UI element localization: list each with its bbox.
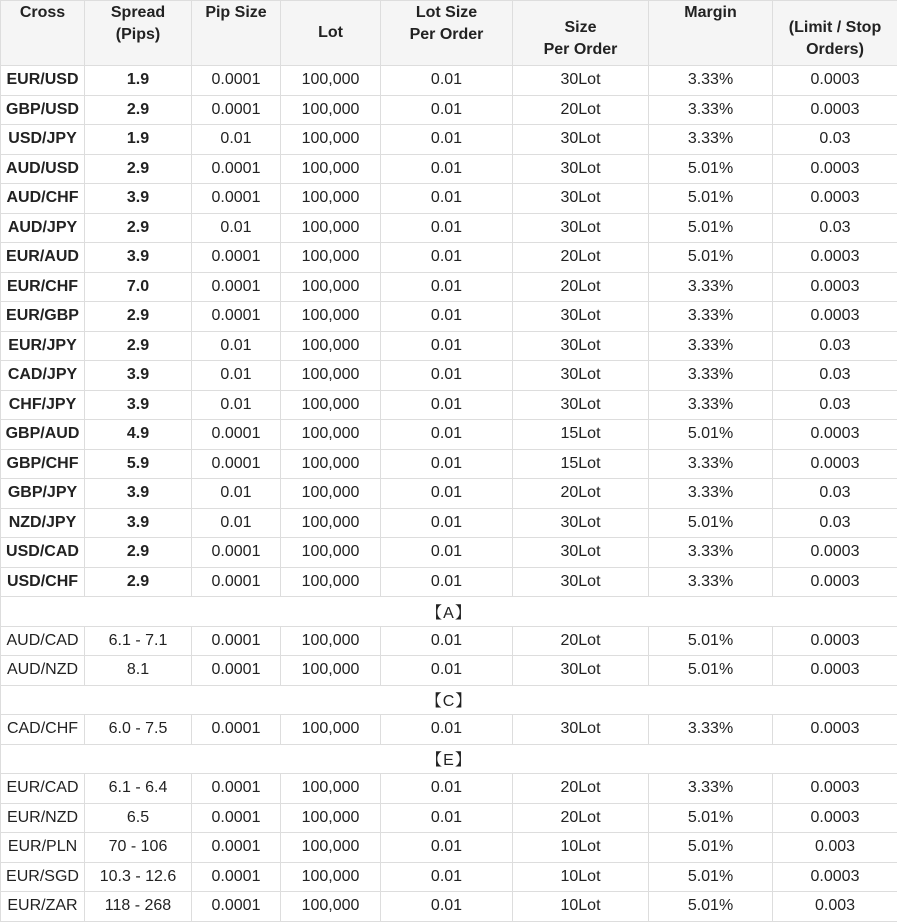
table-row bbox=[1, 184, 897, 214]
spread-cell: 1.9 bbox=[85, 125, 192, 155]
limit-stop-cell: 0.0003 bbox=[773, 66, 897, 96]
limit-stop-cell: 0.0003 bbox=[773, 656, 897, 686]
cross-cell: AUD/CHF bbox=[1, 184, 85, 214]
lot-cell: 100,000 bbox=[281, 567, 381, 597]
size-per-order-cell: 30Lot bbox=[513, 508, 649, 538]
table-row bbox=[1, 892, 897, 922]
cross-cell: EUR/NZD bbox=[1, 803, 85, 833]
table-row bbox=[1, 331, 897, 361]
table-row bbox=[1, 862, 897, 892]
limit-stop-cell: 0.0003 bbox=[773, 95, 897, 125]
spread-cell: 2.9 bbox=[85, 538, 192, 568]
header-lot-size-per-order: Lot Size Per Order bbox=[381, 1, 513, 66]
spread-cell: 3.9 bbox=[85, 479, 192, 509]
lot-size-cell: 0.01 bbox=[381, 567, 513, 597]
cross-cell: EUR/SGD bbox=[1, 862, 85, 892]
margin-cell: 3.33% bbox=[649, 715, 773, 745]
table-row bbox=[1, 420, 897, 450]
limit-stop-cell: 0.0003 bbox=[773, 862, 897, 892]
size-per-order-cell: 20Lot bbox=[513, 272, 649, 302]
cross-cell: EUR/PLN bbox=[1, 833, 85, 863]
limit-stop-cell: 0.0003 bbox=[773, 272, 897, 302]
limit-stop-cell: 0.03 bbox=[773, 331, 897, 361]
lot-size-cell: 0.01 bbox=[381, 862, 513, 892]
lot-cell: 100,000 bbox=[281, 272, 381, 302]
cross-cell: EUR/CHF bbox=[1, 272, 85, 302]
lot-cell: 100,000 bbox=[281, 774, 381, 804]
margin-cell: 3.33% bbox=[649, 361, 773, 391]
section-row bbox=[1, 685, 897, 715]
cross-cell: AUD/NZD bbox=[1, 656, 85, 686]
lot-size-cell: 0.01 bbox=[381, 656, 513, 686]
size-per-order-cell: 30Lot bbox=[513, 213, 649, 243]
size-per-order-cell: 30Lot bbox=[513, 184, 649, 214]
section-label: 【C】 bbox=[1, 685, 897, 715]
lot-cell: 100,000 bbox=[281, 95, 381, 125]
limit-stop-cell: 0.0003 bbox=[773, 626, 897, 656]
table-row bbox=[1, 213, 897, 243]
size-per-order-cell: 10Lot bbox=[513, 862, 649, 892]
pip-size-cell: 0.0001 bbox=[192, 243, 281, 273]
margin-cell: 3.33% bbox=[649, 449, 773, 479]
pip-size-cell: 0.01 bbox=[192, 479, 281, 509]
pip-size-cell: 0.0001 bbox=[192, 538, 281, 568]
table-row bbox=[1, 833, 897, 863]
lot-cell: 100,000 bbox=[281, 656, 381, 686]
pip-size-cell: 0.01 bbox=[192, 508, 281, 538]
size-per-order-cell: 30Lot bbox=[513, 125, 649, 155]
table-row bbox=[1, 774, 897, 804]
pip-size-cell: 0.01 bbox=[192, 361, 281, 391]
cross-cell: CAD/CHF bbox=[1, 715, 85, 745]
cross-cell: EUR/JPY bbox=[1, 331, 85, 361]
pip-size-cell: 0.0001 bbox=[192, 420, 281, 450]
lot-cell: 100,000 bbox=[281, 449, 381, 479]
margin-cell: 5.01% bbox=[649, 656, 773, 686]
table-row bbox=[1, 66, 897, 96]
lot-cell: 100,000 bbox=[281, 184, 381, 214]
margin-cell: 5.01% bbox=[649, 243, 773, 273]
pip-size-cell: 0.0001 bbox=[192, 449, 281, 479]
table-row bbox=[1, 154, 897, 184]
lot-size-cell: 0.01 bbox=[381, 154, 513, 184]
lot-cell: 100,000 bbox=[281, 390, 381, 420]
cross-cell: EUR/USD bbox=[1, 66, 85, 96]
margin-cell: 3.33% bbox=[649, 774, 773, 804]
lot-size-cell: 0.01 bbox=[381, 479, 513, 509]
lot-cell: 100,000 bbox=[281, 862, 381, 892]
pip-size-cell: 0.0001 bbox=[192, 272, 281, 302]
lot-cell: 100,000 bbox=[281, 715, 381, 745]
size-per-order-cell: 30Lot bbox=[513, 656, 649, 686]
limit-stop-cell: 0.0003 bbox=[773, 715, 897, 745]
limit-stop-cell: 0.0003 bbox=[773, 567, 897, 597]
pip-size-cell: 0.0001 bbox=[192, 803, 281, 833]
spread-cell: 70 - 106 bbox=[85, 833, 192, 863]
limit-stop-cell: 0.03 bbox=[773, 361, 897, 391]
spread-cell: 4.9 bbox=[85, 420, 192, 450]
cross-cell: EUR/GBP bbox=[1, 302, 85, 332]
table-row bbox=[1, 803, 897, 833]
size-per-order-cell: 30Lot bbox=[513, 154, 649, 184]
cross-cell: AUD/JPY bbox=[1, 213, 85, 243]
margin-cell: 3.33% bbox=[649, 302, 773, 332]
spread-cell: 6.5 bbox=[85, 803, 192, 833]
header-limit-stop: (Limit / Stop Orders) bbox=[773, 1, 897, 66]
cross-cell: GBP/CHF bbox=[1, 449, 85, 479]
spread-cell: 6.0 - 7.5 bbox=[85, 715, 192, 745]
cross-cell: USD/JPY bbox=[1, 125, 85, 155]
spread-cell: 3.9 bbox=[85, 243, 192, 273]
header-margin: Margin bbox=[649, 1, 773, 66]
header-row bbox=[1, 1, 897, 66]
table-row bbox=[1, 302, 897, 332]
table-row bbox=[1, 626, 897, 656]
margin-cell: 3.33% bbox=[649, 538, 773, 568]
limit-stop-cell: 0.0003 bbox=[773, 184, 897, 214]
table-header bbox=[1, 1, 897, 66]
lot-cell: 100,000 bbox=[281, 420, 381, 450]
pip-size-cell: 0.0001 bbox=[192, 833, 281, 863]
header-spread: Spread (Pips) bbox=[85, 1, 192, 66]
pip-size-cell: 0.0001 bbox=[192, 567, 281, 597]
limit-stop-cell: 0.003 bbox=[773, 833, 897, 863]
pip-size-cell: 0.0001 bbox=[192, 66, 281, 96]
header-lot: Lot bbox=[281, 1, 381, 66]
pip-size-cell: 0.0001 bbox=[192, 715, 281, 745]
table-row bbox=[1, 508, 897, 538]
lot-cell: 100,000 bbox=[281, 626, 381, 656]
spread-cell: 3.9 bbox=[85, 361, 192, 391]
lot-cell: 100,000 bbox=[281, 479, 381, 509]
header-size-per-order: Size Per Order bbox=[513, 1, 649, 66]
margin-cell: 5.01% bbox=[649, 862, 773, 892]
margin-cell: 5.01% bbox=[649, 803, 773, 833]
lot-size-cell: 0.01 bbox=[381, 892, 513, 922]
spread-cell: 2.9 bbox=[85, 567, 192, 597]
lot-size-cell: 0.01 bbox=[381, 361, 513, 391]
cross-cell: AUD/CAD bbox=[1, 626, 85, 656]
limit-stop-cell: 0.0003 bbox=[773, 302, 897, 332]
lot-size-cell: 0.01 bbox=[381, 508, 513, 538]
cross-cell: GBP/USD bbox=[1, 95, 85, 125]
margin-cell: 5.01% bbox=[649, 508, 773, 538]
lot-size-cell: 0.01 bbox=[381, 449, 513, 479]
size-per-order-cell: 20Lot bbox=[513, 626, 649, 656]
pip-size-cell: 0.0001 bbox=[192, 184, 281, 214]
lot-size-cell: 0.01 bbox=[381, 803, 513, 833]
margin-cell: 5.01% bbox=[649, 892, 773, 922]
section-label: 【E】 bbox=[1, 744, 897, 774]
spread-cell: 6.1 - 7.1 bbox=[85, 626, 192, 656]
lot-size-cell: 0.01 bbox=[381, 66, 513, 96]
limit-stop-cell: 0.0003 bbox=[773, 449, 897, 479]
spread-cell: 1.9 bbox=[85, 66, 192, 96]
size-per-order-cell: 10Lot bbox=[513, 892, 649, 922]
margin-cell: 3.33% bbox=[649, 95, 773, 125]
cross-cell: USD/CAD bbox=[1, 538, 85, 568]
lot-size-cell: 0.01 bbox=[381, 272, 513, 302]
lot-cell: 100,000 bbox=[281, 892, 381, 922]
lot-size-cell: 0.01 bbox=[381, 774, 513, 804]
limit-stop-cell: 0.0003 bbox=[773, 154, 897, 184]
lot-size-cell: 0.01 bbox=[381, 243, 513, 273]
pip-size-cell: 0.01 bbox=[192, 125, 281, 155]
margin-cell: 5.01% bbox=[649, 184, 773, 214]
size-per-order-cell: 10Lot bbox=[513, 833, 649, 863]
size-per-order-cell: 20Lot bbox=[513, 803, 649, 833]
table-row bbox=[1, 538, 897, 568]
limit-stop-cell: 0.003 bbox=[773, 892, 897, 922]
cross-cell: EUR/AUD bbox=[1, 243, 85, 273]
lot-size-cell: 0.01 bbox=[381, 538, 513, 568]
spread-cell: 3.9 bbox=[85, 508, 192, 538]
lot-cell: 100,000 bbox=[281, 213, 381, 243]
lot-size-cell: 0.01 bbox=[381, 184, 513, 214]
margin-cell: 3.33% bbox=[649, 567, 773, 597]
lot-size-cell: 0.01 bbox=[381, 626, 513, 656]
limit-stop-cell: 0.03 bbox=[773, 508, 897, 538]
pip-size-cell: 0.0001 bbox=[192, 862, 281, 892]
section-row bbox=[1, 744, 897, 774]
lot-size-cell: 0.01 bbox=[381, 213, 513, 243]
spread-cell: 5.9 bbox=[85, 449, 192, 479]
limit-stop-cell: 0.0003 bbox=[773, 803, 897, 833]
limit-stop-cell: 0.03 bbox=[773, 125, 897, 155]
section-row bbox=[1, 597, 897, 627]
lot-cell: 100,000 bbox=[281, 508, 381, 538]
table-row bbox=[1, 390, 897, 420]
cross-cell: GBP/JPY bbox=[1, 479, 85, 509]
size-per-order-cell: 30Lot bbox=[513, 538, 649, 568]
spread-cell: 2.9 bbox=[85, 154, 192, 184]
limit-stop-cell: 0.03 bbox=[773, 213, 897, 243]
spread-cell: 7.0 bbox=[85, 272, 192, 302]
spread-cell: 3.9 bbox=[85, 390, 192, 420]
table-row bbox=[1, 715, 897, 745]
lot-size-cell: 0.01 bbox=[381, 331, 513, 361]
spread-cell: 2.9 bbox=[85, 302, 192, 332]
table-row bbox=[1, 272, 897, 302]
header-pip-size: Pip Size bbox=[192, 1, 281, 66]
limit-stop-cell: 0.0003 bbox=[773, 243, 897, 273]
size-per-order-cell: 30Lot bbox=[513, 66, 649, 96]
spread-cell: 10.3 - 12.6 bbox=[85, 862, 192, 892]
pip-size-cell: 0.0001 bbox=[192, 892, 281, 922]
table-row bbox=[1, 95, 897, 125]
size-per-order-cell: 30Lot bbox=[513, 361, 649, 391]
cross-cell: AUD/USD bbox=[1, 154, 85, 184]
cross-cell: EUR/ZAR bbox=[1, 892, 85, 922]
pip-size-cell: 0.0001 bbox=[192, 154, 281, 184]
table-body bbox=[1, 66, 897, 922]
margin-cell: 5.01% bbox=[649, 213, 773, 243]
size-per-order-cell: 30Lot bbox=[513, 715, 649, 745]
lot-size-cell: 0.01 bbox=[381, 420, 513, 450]
lot-size-cell: 0.01 bbox=[381, 125, 513, 155]
margin-cell: 3.33% bbox=[649, 272, 773, 302]
lot-size-cell: 0.01 bbox=[381, 95, 513, 125]
limit-stop-cell: 0.0003 bbox=[773, 774, 897, 804]
section-label: 【A】 bbox=[1, 597, 897, 627]
size-per-order-cell: 30Lot bbox=[513, 302, 649, 332]
table-row bbox=[1, 125, 897, 155]
margin-cell: 5.01% bbox=[649, 420, 773, 450]
cross-cell: USD/CHF bbox=[1, 567, 85, 597]
size-per-order-cell: 20Lot bbox=[513, 95, 649, 125]
margin-cell: 5.01% bbox=[649, 833, 773, 863]
size-per-order-cell: 30Lot bbox=[513, 567, 649, 597]
size-per-order-cell: 20Lot bbox=[513, 243, 649, 273]
spread-cell: 2.9 bbox=[85, 331, 192, 361]
limit-stop-cell: 0.03 bbox=[773, 479, 897, 509]
lot-cell: 100,000 bbox=[281, 66, 381, 96]
lot-cell: 100,000 bbox=[281, 803, 381, 833]
table-row bbox=[1, 567, 897, 597]
lot-cell: 100,000 bbox=[281, 125, 381, 155]
lot-cell: 100,000 bbox=[281, 833, 381, 863]
margin-cell: 3.33% bbox=[649, 479, 773, 509]
cross-cell: GBP/AUD bbox=[1, 420, 85, 450]
limit-stop-cell: 0.0003 bbox=[773, 420, 897, 450]
cross-cell: CAD/JPY bbox=[1, 361, 85, 391]
table-row bbox=[1, 656, 897, 686]
size-per-order-cell: 20Lot bbox=[513, 479, 649, 509]
table-row bbox=[1, 361, 897, 391]
margin-cell: 5.01% bbox=[649, 154, 773, 184]
cross-cell: NZD/JPY bbox=[1, 508, 85, 538]
header-cross: Cross bbox=[1, 1, 85, 66]
spread-cell: 6.1 - 6.4 bbox=[85, 774, 192, 804]
limit-stop-cell: 0.03 bbox=[773, 390, 897, 420]
table-row bbox=[1, 243, 897, 273]
pip-size-cell: 0.01 bbox=[192, 213, 281, 243]
margin-cell: 3.33% bbox=[649, 125, 773, 155]
spread-cell: 8.1 bbox=[85, 656, 192, 686]
lot-cell: 100,000 bbox=[281, 154, 381, 184]
lot-size-cell: 0.01 bbox=[381, 390, 513, 420]
size-per-order-cell: 15Lot bbox=[513, 449, 649, 479]
size-per-order-cell: 15Lot bbox=[513, 420, 649, 450]
lot-cell: 100,000 bbox=[281, 243, 381, 273]
margin-cell: 3.33% bbox=[649, 66, 773, 96]
lot-size-cell: 0.01 bbox=[381, 302, 513, 332]
size-per-order-cell: 20Lot bbox=[513, 774, 649, 804]
lot-size-cell: 0.01 bbox=[381, 715, 513, 745]
size-per-order-cell: 30Lot bbox=[513, 331, 649, 361]
spread-cell: 3.9 bbox=[85, 184, 192, 214]
margin-cell: 5.01% bbox=[649, 626, 773, 656]
margin-cell: 3.33% bbox=[649, 331, 773, 361]
pip-size-cell: 0.0001 bbox=[192, 95, 281, 125]
pip-size-cell: 0.0001 bbox=[192, 626, 281, 656]
lot-cell: 100,000 bbox=[281, 331, 381, 361]
margin-cell: 3.33% bbox=[649, 390, 773, 420]
lot-cell: 100,000 bbox=[281, 361, 381, 391]
pip-size-cell: 0.0001 bbox=[192, 302, 281, 332]
size-per-order-cell: 30Lot bbox=[513, 390, 649, 420]
table-row bbox=[1, 479, 897, 509]
pip-size-cell: 0.01 bbox=[192, 331, 281, 361]
pip-size-cell: 0.01 bbox=[192, 390, 281, 420]
pip-size-cell: 0.0001 bbox=[192, 774, 281, 804]
limit-stop-cell: 0.0003 bbox=[773, 538, 897, 568]
spread-cell: 2.9 bbox=[85, 213, 192, 243]
lot-cell: 100,000 bbox=[281, 538, 381, 568]
cross-cell: CHF/JPY bbox=[1, 390, 85, 420]
cross-cell: EUR/CAD bbox=[1, 774, 85, 804]
lot-cell: 100,000 bbox=[281, 302, 381, 332]
lot-size-cell: 0.01 bbox=[381, 833, 513, 863]
spread-cell: 2.9 bbox=[85, 95, 192, 125]
table-row bbox=[1, 449, 897, 479]
pip-size-cell: 0.0001 bbox=[192, 656, 281, 686]
spread-cell: 118 - 268 bbox=[85, 892, 192, 922]
